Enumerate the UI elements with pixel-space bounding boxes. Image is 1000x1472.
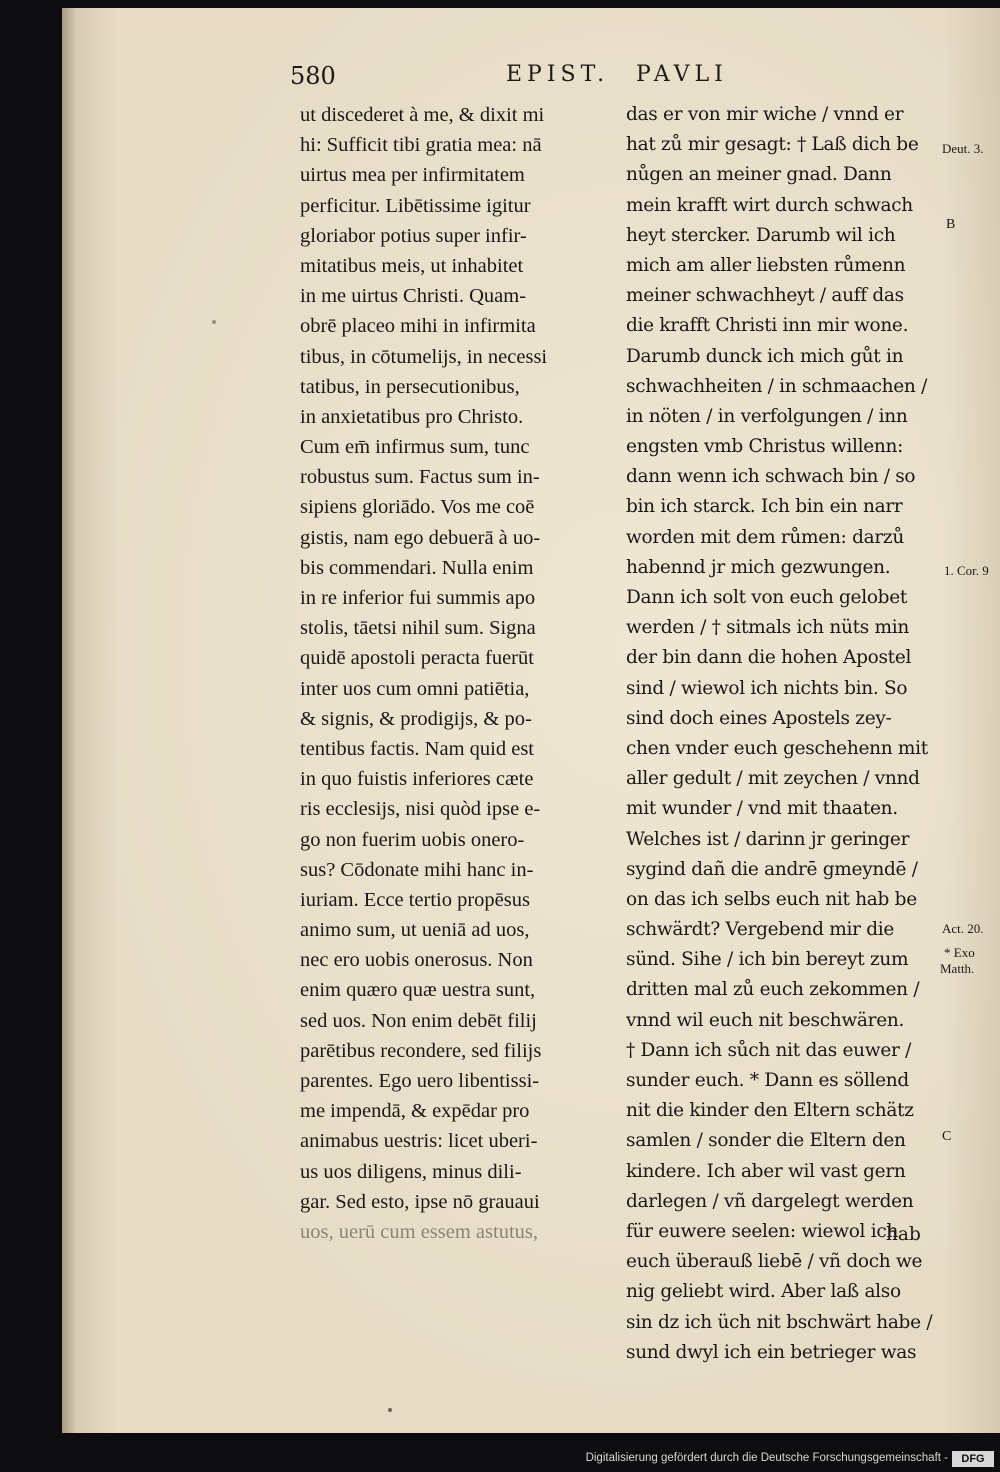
latin-text-line: tibus, in cōtumelijs, in necessi [300, 345, 548, 368]
latin-text-line: uos, uerū cum essem astutus, [300, 1220, 538, 1243]
german-text-line: sind / wiewol ich nichts bin. So [626, 677, 908, 699]
funding-notice: Digitalisierung gefördert durch die Deutsche Forschungsgemeinschaft - [585, 1452, 948, 1464]
german-text-line: sygind dañ die andrē gmeyndē / [626, 858, 918, 880]
latin-text-line: uirtus mea per infirmitatem [300, 164, 525, 187]
latin-text-line: in anxietatibus pro Christo. [300, 405, 524, 428]
german-text-line: vnnd wil euch nit beschwären. [626, 1009, 905, 1031]
page-number: 580 [290, 62, 336, 90]
catchword: hab [886, 1224, 921, 1245]
latin-text-line: parentes. Ego uero libentissi- [300, 1070, 540, 1092]
running-head [290, 62, 970, 90]
latin-text-line: in re inferior fui summis apo [300, 587, 536, 609]
german-text-column [626, 100, 944, 1368]
german-text-line: aller gedult / mit zeychen / vnnd [626, 768, 920, 790]
paper-spot [388, 1408, 392, 1412]
latin-text-line: iuriam. Ecce tertio propēsus [300, 888, 530, 911]
latin-text-line: ris ecclesijs, nisi quòd ipse e- [300, 798, 541, 821]
german-text-line: chen vnder euch geschehenn mit [626, 737, 928, 759]
german-text-line: die krafft Christi inn mir wone. [626, 315, 909, 337]
latin-text-line: go non fuerim uobis onero- [300, 828, 525, 851]
running-head-right: PAVLI [636, 62, 728, 87]
german-text-line: schwachheiten / in schmaachen / [626, 375, 928, 397]
latin-text-line: in me uirtus Christi. Quam- [300, 285, 527, 308]
german-text-line: der bin dann die hohen Apostel [626, 647, 912, 669]
latin-text-line: tentibus factis. Nam quid est [300, 737, 534, 760]
latin-text-line: me impendā, & expēdar pro [300, 1100, 530, 1123]
latin-text-line: bis commendari. Nulla enim [300, 556, 534, 579]
german-text-line: nit die kinder den Eltern schätz [626, 1100, 914, 1122]
german-text-line: das er von mir wiche / vnnd er [626, 104, 904, 125]
german-text-line: dann wenn ich schwach bin / so [626, 466, 916, 488]
latin-text-line: us uos diligens, minus dili- [300, 1160, 522, 1183]
german-text-line: kindere. Ich aber wil vast gern [626, 1160, 906, 1182]
latin-text-line: animabus uestris: licet uberi- [300, 1130, 538, 1153]
latin-text-line: parētibus recondere, sed filijs [300, 1039, 542, 1062]
latin-text-line: nec ero uobis onerosus. Non [300, 949, 533, 972]
latin-text-line: gistis, nam ego debuerā à uo- [300, 526, 541, 549]
german-text-line: sund dwyl ich ein betrieger was [626, 1341, 917, 1363]
latin-text-line: Cum em̄ infirmus sum, tunc [300, 436, 530, 459]
german-text-line: mein krafft wirt durch schwach [626, 194, 913, 216]
running-head-left: EPIST. [506, 62, 610, 87]
marginal-note-deut: Deut. 3. [942, 141, 984, 156]
marginal-note-cor: 1. Cor. 9 [944, 563, 989, 578]
german-text-line: nig geliebt wird. Aber laß also [626, 1281, 901, 1303]
german-text-line: schwärdt? Vergebend mir die [626, 919, 895, 941]
german-text-line: in nöten / in verfolgungen / inn [626, 405, 908, 427]
german-text-line: meiner schwachheyt / auff das [626, 285, 904, 307]
german-text-line: samlen / sonder die Eltern den [626, 1130, 906, 1152]
german-text-line: nůgen an meiner gnad. Dann [626, 164, 892, 186]
german-text-line: sin dz ich üch nit bschwärt habe / [626, 1311, 933, 1333]
german-text-line: Welches ist / darinn jr geringer [626, 828, 910, 850]
latin-text-line: & signis, & prodigijs, & po- [300, 707, 532, 730]
latin-text-column [300, 100, 618, 1247]
german-text-line: hat zů mir gesagt: † Laß dich be [626, 134, 919, 156]
marginal-note-exo: * Exo [944, 945, 975, 960]
german-text-line: sünd. Sihe / ich bin bereyt zum [626, 949, 909, 971]
german-text-line: worden mit dem růmen: darzů [626, 526, 904, 548]
german-text-line: Dann ich solt von euch gelobet [626, 587, 907, 608]
german-text-line: sunder euch. * Dann es söllend [626, 1070, 909, 1091]
latin-text-line: quidē apostoli peracta fuerūt [300, 647, 534, 670]
german-text-line: darlegen / vñ dargelegt werden [626, 1190, 914, 1212]
german-text-line: für euwere seelen: wiewol ich [626, 1220, 899, 1242]
latin-text-line: obrē placeo mihi in infirmita [300, 315, 536, 338]
latin-text-line: gloriabor potius super infir- [300, 224, 527, 247]
latin-text-line: perficitur. Libētissime igitur [300, 194, 531, 217]
latin-text-line: in quo fuistis inferiores cæte [300, 768, 534, 791]
german-text-line: on das ich selbs euch nit hab be [626, 888, 917, 910]
german-text-line: bin ich starck. Ich bin ein narr [626, 496, 903, 518]
latin-text-line: enim quæro quæ uestra sunt, [300, 979, 536, 1002]
latin-text-line: gar. Sed esto, ipse nō grauaui [300, 1190, 540, 1213]
latin-text-line: hi: Sufficit tibi gratia mea: nā [300, 134, 542, 157]
latin-text-line: mitatibus meis, ut inhabitet [300, 254, 524, 277]
latin-text-line: ut discederet à me, & dixit mi [300, 104, 545, 126]
german-text-line: werden / † sitmals ich nüts min [626, 617, 909, 639]
latin-text-line: sipiens gloriādo. Vos me coē [300, 496, 535, 519]
gutter-shadow [62, 8, 76, 1433]
german-text-line: engsten vmb Christus willenn: [626, 436, 904, 458]
marginal-note-matth: Matth. [940, 961, 975, 976]
german-text-line: Darumb dunck ich mich gůt in [626, 345, 904, 367]
german-text-line: mit wunder / vnd mit thaaten. [626, 798, 898, 820]
marginal-note-act: Act. 20. [942, 921, 984, 936]
marginal-letter-c: C [942, 1129, 952, 1144]
german-text-line: habennd jr mich gezwungen. [626, 556, 891, 578]
digitization-footer [0, 1448, 1000, 1472]
latin-text-line: sed uos. Non enim debēt filij [300, 1009, 537, 1032]
latin-text-line: tatibus, in persecutionibus, [300, 375, 520, 398]
latin-text-line: animo sum, ut ueniā ad uos, [300, 919, 530, 942]
latin-text-line: stolis, tāetsi nihil sum. Signa [300, 617, 536, 640]
german-text-line: dritten mal zů euch zekommen / [626, 979, 920, 1001]
german-text-line: mich am aller liebsten růmenn [626, 254, 906, 276]
german-text-line: euch überauß liebē / vñ doch we [626, 1251, 923, 1273]
paper-spot [212, 320, 216, 324]
german-text-line: sind doch eines Apostels zey- [626, 707, 892, 729]
german-text-line: heyt stercker. Darumb wil ich [626, 224, 896, 246]
dfg-logo: DFG [952, 1451, 994, 1467]
german-text-line: † Dann ich sůch nit das euwer / [626, 1039, 912, 1061]
latin-text-line: inter uos cum omni patiētia, [300, 677, 530, 700]
latin-text-line: sus? Cōdonate mihi hanc in- [300, 858, 534, 881]
latin-text-line: robustus sum. Factus sum in- [300, 466, 540, 489]
marginal-letter-b: B [946, 217, 956, 232]
